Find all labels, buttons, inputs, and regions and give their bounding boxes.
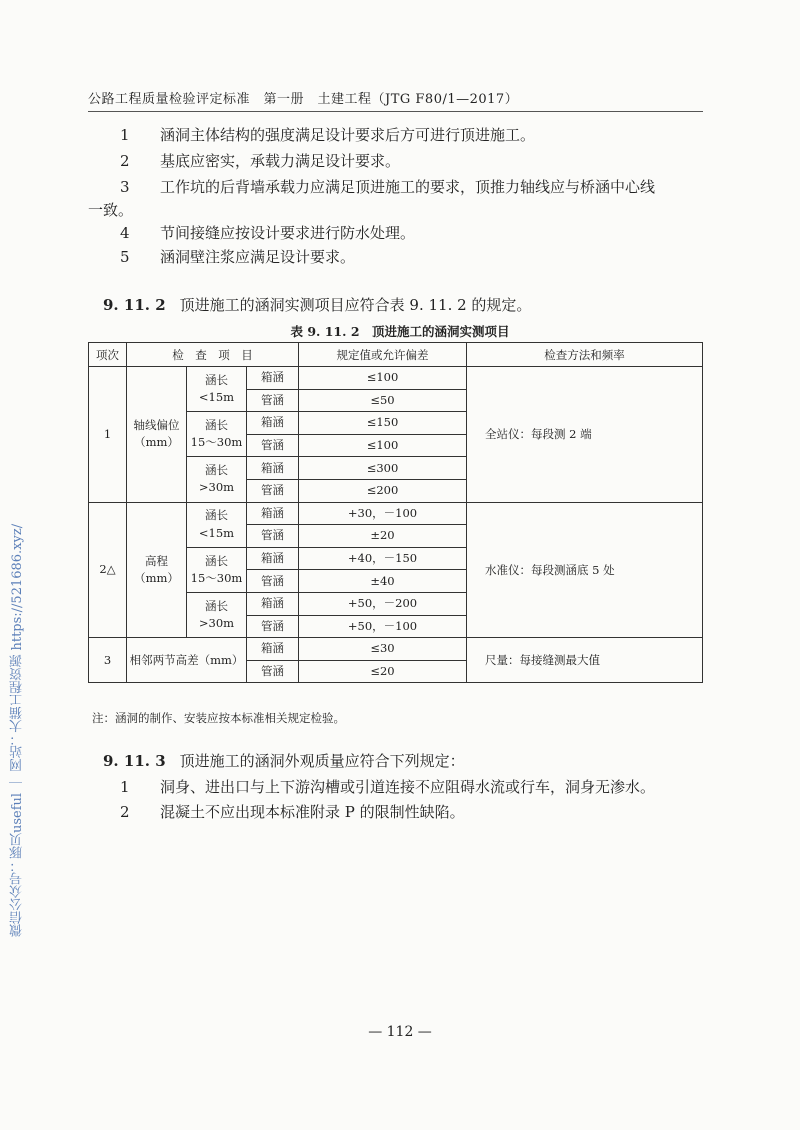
table-cell: +30，－100	[299, 502, 467, 525]
table-cell: 水准仪：每段测涵底 5 处	[467, 502, 703, 638]
table-cell: 管涵	[247, 389, 299, 412]
table-cell: 2△	[89, 502, 127, 638]
table-cell: 管涵	[247, 570, 299, 593]
clause-b2: 2 混凝土不应出现本标准附录 P 的限制性缺陷。	[120, 803, 465, 821]
table-caption: 表 9. 11. 2 顶进施工的涵洞实测项目	[290, 324, 510, 339]
header-cell: 检 查 项 目	[127, 343, 299, 367]
clause-1: 1 涵洞主体结构的强度满足设计要求后方可进行顶进施工。	[120, 126, 536, 144]
group-3	[89, 638, 703, 683]
table-cell: ≤20	[299, 660, 467, 683]
clause-4: 4 节间接缝应按设计要求进行防水处理。	[120, 224, 416, 242]
table-cell: 3	[89, 638, 127, 683]
table-cell: 箱涵	[247, 502, 299, 525]
clause-3-cont: 一致。	[88, 201, 134, 219]
table-cell: 管涵	[247, 525, 299, 548]
clause-3: 3 工作坑的后背墙承载力应满足顶进施工的要求，顶推力轴线应与桥涵中心线	[120, 178, 656, 196]
table-cell: 尺量：每接缝测最大值	[467, 638, 703, 683]
group-2	[89, 502, 703, 638]
table-cell: 涵长 15～30m	[187, 412, 247, 457]
clause-2: 2 基底应密实，承载力满足设计要求。	[120, 152, 401, 170]
table-cell: ≤200	[299, 479, 467, 502]
table-cell: 箱涵	[247, 412, 299, 435]
table-cell: ≤100	[299, 367, 467, 390]
table-cell: 高程 （mm）	[127, 502, 187, 638]
header-cell: 规定值或允许偏差	[299, 343, 467, 367]
table-row	[89, 367, 703, 390]
table-cell: 箱涵	[247, 547, 299, 570]
header-rule	[88, 111, 703, 112]
watermark: 微信公众号：豚贝useful ｜ 网站：大猫工程资源 https://521686.xyz/	[10, 523, 25, 937]
table-cell: 箱涵	[247, 592, 299, 615]
table-cell: ±40	[299, 570, 467, 593]
table-cell: +40，－150	[299, 547, 467, 570]
clause-b1: 1 洞身、进出口与上下游沟槽或引道连接不应阻碍水流或行车，洞身无渗水。	[120, 778, 656, 796]
inspection-table	[88, 342, 703, 683]
table-cell: 相邻两节高差（mm）	[127, 638, 247, 683]
table-cell: 涵长 >30m	[187, 457, 247, 502]
clause-5: 5 涵洞壁注浆应满足设计要求。	[120, 248, 356, 266]
table-cell: ≤100	[299, 434, 467, 457]
running-header: 公路工程质量检验评定标准 第一册 土建工程（JTG F80/1—2017）	[88, 92, 519, 107]
section-9-11-3: 9. 11. 3 顶进施工的涵洞外观质量应符合下列规定：	[103, 752, 465, 770]
table-row	[89, 638, 703, 661]
section-9-11-2: 9. 11. 2 顶进施工的涵洞实测项目应符合表 9. 11. 2 的规定。	[103, 296, 532, 314]
table-cell: ±20	[299, 525, 467, 548]
table-cell: 涵长 15～30m	[187, 547, 247, 592]
table-cell: 轴线偏位 （mm）	[127, 367, 187, 503]
table-cell: 1	[89, 367, 127, 503]
table-cell: +50，－200	[299, 592, 467, 615]
table-cell: 管涵	[247, 479, 299, 502]
table-cell: 涵长 >30m	[187, 592, 247, 637]
table-cell: 箱涵	[247, 457, 299, 480]
table-note: 注：涵洞的制作、安装应按本标准相关规定检验。	[92, 711, 345, 725]
header-cell: 检查方法和频率	[467, 343, 703, 367]
table-cell: 涵长 <15m	[187, 367, 247, 412]
table-cell: 管涵	[247, 660, 299, 683]
table-cell: 箱涵	[247, 367, 299, 390]
header-cell: 项次	[89, 343, 127, 367]
table-cell: 涵长 <15m	[187, 502, 247, 547]
table-cell: 管涵	[247, 434, 299, 457]
table-cell: ≤50	[299, 389, 467, 412]
table-row	[89, 502, 703, 525]
table-cell: +50，－100	[299, 615, 467, 638]
group-1	[89, 367, 703, 503]
table-cell: ≤300	[299, 457, 467, 480]
table-cell: 箱涵	[247, 638, 299, 661]
table-cell: ≤30	[299, 638, 467, 661]
table-cell: 管涵	[247, 615, 299, 638]
page-number: — 112 —	[368, 1024, 432, 1040]
table-header-row	[89, 343, 703, 367]
table-cell: 全站仪：每段测 2 端	[467, 367, 703, 503]
table-cell: ≤150	[299, 412, 467, 435]
